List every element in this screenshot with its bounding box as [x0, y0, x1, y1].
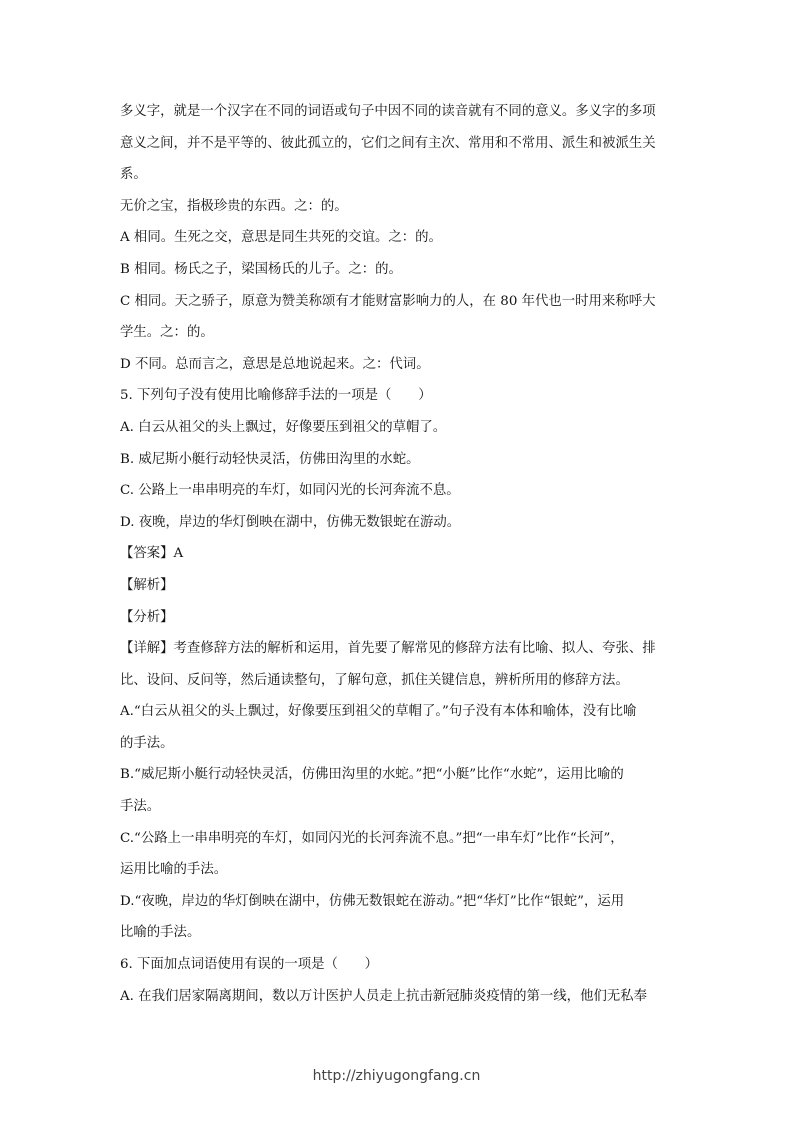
- option-line: D 不同。总而言之，意思是总地说起来。之：代词。: [120, 356, 430, 372]
- explanation-b: B.“威尼斯小艇行动轻快灵活，仿佛田沟里的水蛇。”把“小艇”比作“水蛇”，运用比喻的: [120, 767, 624, 783]
- question-5-option-a: A. 白云从祖父的头上飘过，好像要压到祖父的草帽了。: [120, 419, 447, 435]
- explanation-d: D.“夜晚，岸边的华灯倒映在湖中，仿佛无数银蛇在游动。”把“华灯”比作“银蛇”，运用: [120, 893, 625, 909]
- text-line: 比喻的手法。: [120, 925, 201, 941]
- question-5-option-c: C. 公路上一串串明亮的车灯，如同闪光的长河奔流不息。: [120, 483, 460, 499]
- question-5-title: 5. 下列句子没有使用比喻修辞手法的一项是（ ）: [120, 388, 432, 404]
- text-line: 的手法。: [120, 735, 174, 751]
- text-line: 无价之宝，指极珍贵的东西。之：的。: [120, 198, 348, 214]
- question-6-option-a: A. 在我们居家隔离期间，数以万计医护人员走上抗击新冠肺炎疫情的第一线，他们无私奉: [120, 988, 648, 1004]
- option-line: C 相同。天之骄子，原意为赞美称颂有才能财富影响力的人，在 80 年代也一时用来称呼大: [120, 293, 656, 309]
- breakdown-label: 【分析】: [120, 609, 174, 625]
- option-line: B 相同。杨氏之子，梁国杨氏的儿子。之：的。: [120, 261, 402, 277]
- text-line: 学生。之：的。: [120, 325, 214, 341]
- question-5-option-b: B. 威尼斯小艇行动轻快灵活，仿佛田沟里的水蛇。: [120, 451, 420, 467]
- text-line: 运用比喻的手法。: [120, 862, 228, 878]
- document-body: [120, 96, 685, 1012]
- option-line: A 相同。生死之交，意思是同生共死的交谊。之：的。: [120, 230, 442, 246]
- detail-explanation: 【详解】考查修辞方法的解析和运用，首先要了解常见的修辞方法有比喻、拟人、夸张、排: [120, 641, 656, 657]
- explanation-a: A.“白云从祖父的头上飘过，好像要压到祖父的草帽了。”句子没有本体和喻体，没有比喻: [120, 704, 637, 720]
- text-line: 意义之间，并不是平等的、彼此孤立的，它们之间有主次、常用和不常用、派生和被派生关: [120, 135, 656, 151]
- answer-label: 【答案】A: [120, 546, 184, 562]
- explanation-c: C.“公路上一串串明亮的车灯，如同闪光的长河奔流不息。”把“一串车灯”比作“长河”，: [120, 830, 624, 846]
- question-6-title: 6. 下面加点词语使用有误的一项是（ ）: [120, 957, 379, 973]
- footer-url: http://zhiyugongfang.cn: [312, 1068, 481, 1084]
- text-line: 系。: [120, 167, 147, 183]
- text-line: 比、设问、反问等，然后通读整句，了解句意，抓住关键信息，辨析所用的修辞方法。: [120, 672, 629, 688]
- text-line: 手法。: [120, 799, 161, 815]
- text-line: 多义字，就是一个汉字在不同的词语或句子中因不同的读音就有不同的意义。多义字的多项: [120, 104, 656, 119]
- question-5-option-d: D. 夜晚，岸边的华灯倒映在湖中，仿佛无数银蛇在游动。: [120, 514, 461, 530]
- analysis-label: 【解析】: [120, 577, 174, 593]
